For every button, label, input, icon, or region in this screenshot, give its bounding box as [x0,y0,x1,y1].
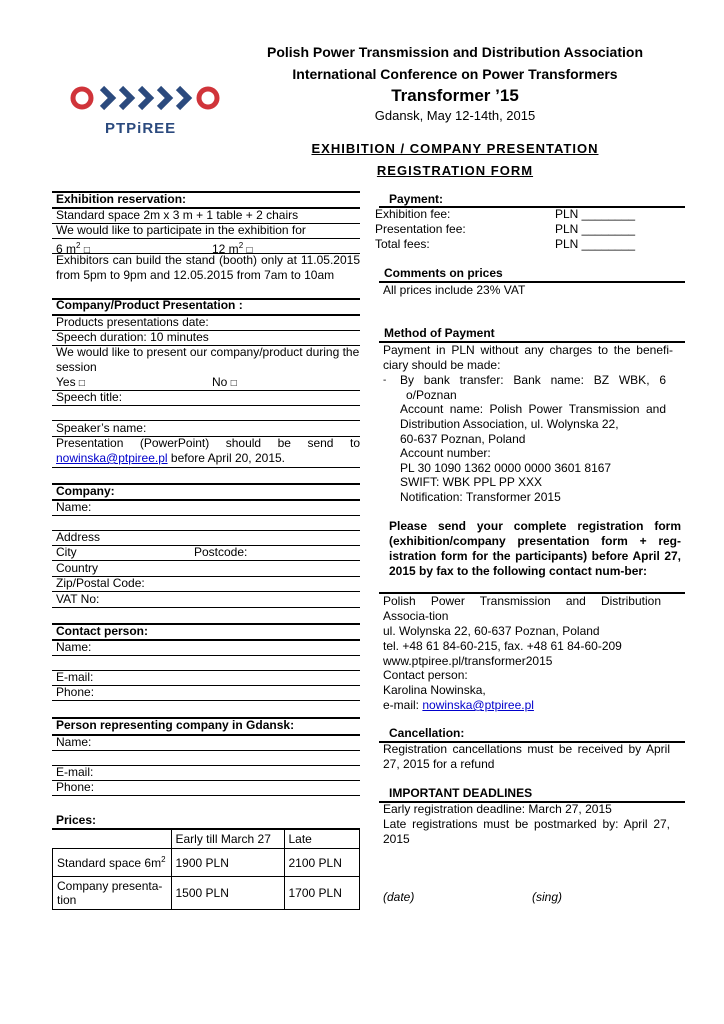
prices-table [52,829,360,910]
company-name-field[interactable]: Name: [56,500,92,514]
bank-line2: o/Poznan [406,388,457,402]
divider [52,607,360,608]
form-title [250,138,660,182]
address-phone-fax: tel. +48 61 84-60-215, fax. +48 61 84-60-209 [383,639,622,653]
company-heading: Company: [56,484,115,498]
table-cell [53,830,172,849]
form-title-line2: REGISTRATION FORM [376,163,534,178]
deadlines-heading: IMPORTANT DEADLINES [389,786,533,800]
swift-code: SWIFT: WBK PPL PP XXX [400,475,543,489]
presentation-fee-field[interactable]: PLN ________ [555,222,636,236]
bank-bullet: - [383,375,387,386]
early-deadline: Early registration deadline: March 27, 2015 [383,802,612,816]
logo-chevron-2 [121,88,131,108]
account-name-line2: Distribution Association, ul. Wolynska 22, [400,417,619,431]
no-label: No [212,375,228,389]
contact-email-label: e-mail: [383,698,420,712]
presentation-text: Presentation (PowerPoint) should be send to [56,436,360,450]
divider [52,700,360,701]
presentation-date: Products presentations date: [56,315,209,329]
logo-ring-left [73,89,91,107]
exhibition-heading: Exhibition reservation: [56,192,187,206]
event-date: Gdansk, May 12-14th, 2015 [374,108,536,123]
divider [52,795,360,796]
yes-no-options [56,375,360,391]
comments-heading: Comments on prices [384,266,503,280]
table-cell: 2100 PLN [284,849,360,877]
speech-duration: Speech duration: 10 minutes [56,330,209,344]
yes-label: Yes [56,375,76,389]
send-instructions: Please send your complete registration form (exhibition/company presentation form + reg-istration form for the participants) before April 27, 2015 by fax to the following contact num-ber: [389,519,681,578]
conference-name: International Conference on Power Transformers [292,66,618,82]
divider [52,467,360,468]
representative-heading: Person representing company in Gdansk: [56,718,295,732]
total-fees-field[interactable]: PLN ________ [555,237,636,251]
divider [52,655,360,656]
method-text: Payment in PLN without any charges to the benefi-ciary should be made: [383,343,673,372]
logo-chevron-3 [140,88,150,108]
signature-field[interactable]: (sing) [532,890,563,904]
association-name: Polish Power Transmission and Distribution Association [267,44,643,60]
contact-heading: Contact person: [56,624,149,638]
table-row [53,830,360,849]
option-6m-label: 6 m [56,242,77,256]
payment-heading: Payment: [389,192,444,206]
address-line2: ul. Wolynska 22, 60-637 Poznan, Poland [383,624,600,638]
table-row [53,849,360,877]
logo-text: PTPiREE [105,120,177,137]
presentation-fee-label: Presentation fee: [375,222,466,236]
table-cell-standard-space [53,849,172,877]
account-number: PL 30 1090 1362 0000 0000 3601 8167 [400,461,612,475]
rep-name-field[interactable]: Name: [56,735,92,749]
logo-chevron-5 [178,88,188,108]
standard-space-label: Standard space 6m [57,856,162,870]
speaker-name-field[interactable]: Speaker’s name: [56,421,147,435]
superscript: 2 [161,855,166,864]
event-title: Transformer ’15 [391,86,519,105]
no-checkbox[interactable]: □ [230,378,237,389]
city-postcode-row [56,545,360,560]
divider [52,515,360,516]
superscript: 2 [76,241,81,250]
table-cell: 1500 PLN [171,877,284,910]
contact-email-line [383,698,687,713]
table-header-early: Early till March 27 [171,830,284,849]
logo-ring-right [199,89,217,107]
zip-field[interactable]: Zip/Postal Code: [56,576,145,590]
account-number-label: Account number: [400,446,491,460]
vat-field[interactable]: VAT No: [56,592,100,606]
logo-chevron-4 [159,88,169,108]
presentation-email-link[interactable]: nowinska@ptpiree.pl [56,451,168,465]
contact-phone-field[interactable]: Phone: [56,685,95,699]
account-name-line1: Account name: Polish Power Transmission and [400,402,666,416]
table-cell: Company presenta-tion [53,877,172,910]
divider [52,405,360,406]
date-field[interactable]: (date) [383,890,415,904]
standard-space: Standard space 2m x 3 m + 1 table + 2 chairs [56,208,299,222]
form-title-line1: EXHIBITION / COMPANY PRESENTATION [311,141,599,156]
exhibitors-build-note: Exhibitors can build the stand (booth) only at 11.05.2015 from 5pm to 9pm and 12.05.2015 from 7am to 10am [56,253,360,282]
option-6m-checkbox[interactable]: □ [83,245,90,256]
method-heading: Method of Payment [384,326,495,340]
address-website: www.ptpiree.pl/transformer2015 [383,654,553,668]
address-line1: Polish Power Transmission and Distribution Associa-tion [383,594,661,623]
participate-text: We would like to participate in the exhibition for [56,223,306,237]
table-row [53,877,360,910]
city-field[interactable]: City [56,545,77,559]
late-deadline: Late registrations must be postmarked by: April 27, 2015 [383,817,670,846]
comments-text: All prices include 23% VAT [383,283,526,297]
logo-chevron-1 [102,88,112,108]
contact-person-name: Karolina Nowinska, [383,683,486,697]
present-during-text: We would like to present our company/product during the session [56,345,360,374]
exhibition-fee-field[interactable]: PLN ________ [555,207,636,221]
presentation-email-line [56,451,360,466]
option-12m-label: 12 m [212,242,239,256]
contact-email-field[interactable]: E-mail: [56,670,94,684]
presentation-deadline: before April 20, 2015. [170,451,286,465]
rep-email-field[interactable]: E-mail: [56,765,94,779]
superscript: 2 [238,241,244,250]
bank-line1: By bank transfer: Bank name: BZ WBK, 6 [400,373,666,387]
notification: Notification: Transformer 2015 [400,490,561,504]
presentation-heading: Company/Product Presentation : [56,298,243,312]
yes-checkbox[interactable]: □ [78,378,85,389]
option-12m-checkbox[interactable]: □ [246,245,253,256]
postcode-field[interactable]: Postcode: [194,545,248,559]
prices-heading: Prices: [56,813,97,827]
address-field[interactable]: Address [56,530,101,544]
contact-name-field[interactable]: Name: [56,640,92,654]
country-field[interactable]: Country [56,561,99,575]
table-header-late: Late [284,830,360,849]
table-cell: 1900 PLN [171,849,284,877]
table-cell: 1700 PLN [284,877,360,910]
cancellation-heading: Cancellation: [389,726,465,740]
divider [52,750,360,751]
contact-person-label: Contact person: [383,668,468,682]
rep-phone-field[interactable]: Phone: [56,780,95,794]
exhibition-fee-label: Exhibition fee: [375,207,451,221]
presentation-note [56,436,360,466]
account-name-line3: 60-637 Poznan, Poland [400,432,526,446]
contact-email-link[interactable]: nowinska@ptpiree.pl [422,698,534,712]
speech-title-field[interactable]: Speech title: [56,390,123,404]
total-fees-label: Total fees: [375,237,430,251]
cancellation-text: Registration cancellations must be received by April 27, 2015 for a refund [383,742,670,771]
